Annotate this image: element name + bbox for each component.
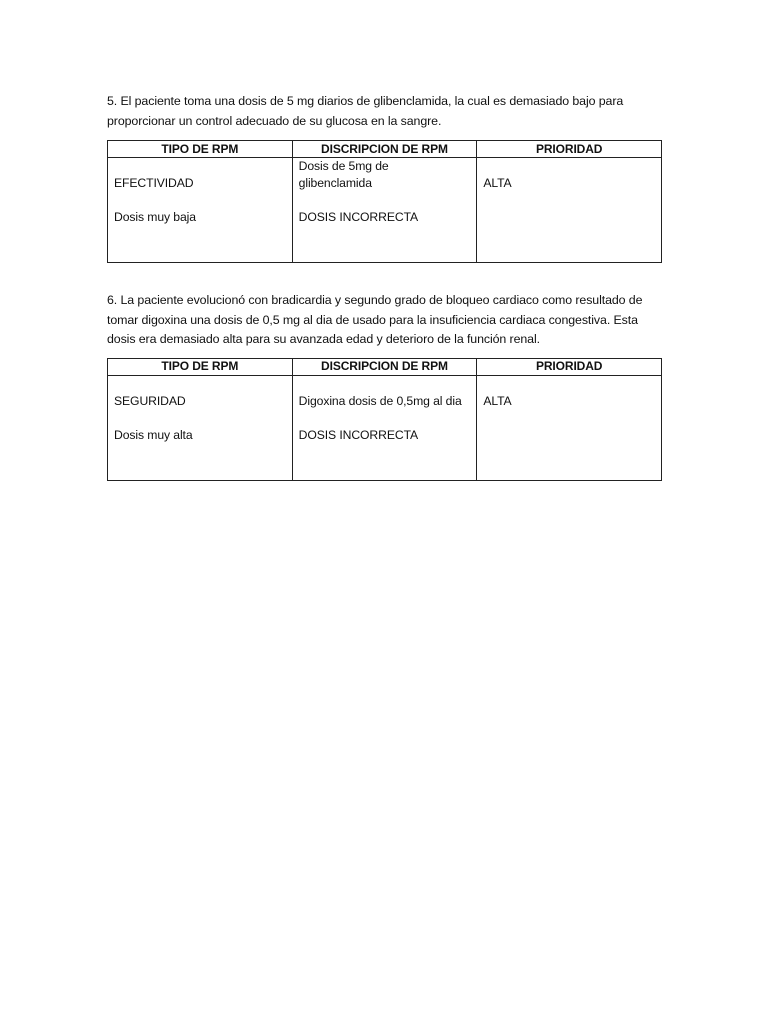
prioridad-value: ALTA [483,393,512,408]
cell-prioridad [477,158,662,263]
case-6-section [107,291,663,481]
tipo-detail: Dosis muy alta [114,427,193,442]
cell-tipo [108,375,293,480]
tipo-value: SEGURIDAD [114,393,186,408]
descripcion-detail: DOSIS INCORRECTA [298,210,419,224]
cell-descripcion [292,375,477,480]
descripcion-line-2: glibenclamida [298,176,372,190]
descripcion-line-1: Dosis de 5mg de [298,159,389,173]
case-5-rpm-table [107,140,662,263]
header-descripcion-rpm: DISCRIPCION DE RPM [292,141,477,158]
case-6-paragraph: 6. La paciente evolucionó con bradicardia y segundo grado de bloqueo cardiaco como resultado de tomar digoxina una dosis de 0,5 mg al dia de usado para la insuficiencia cardiaca congestiva. Esta dosis era demasiado alta para su avanzada edad y deterioro de la función renal. [107,293,643,346]
descripcion-line-1: Digoxina dosis de 0,5mg al dia [298,393,462,408]
case-6-rpm-table [107,358,662,481]
case-5-section [107,92,663,263]
prioridad-value: ALTA [483,176,512,190]
case-5-paragraph: 5. El paciente toma una dosis de 5 mg diarios de glibenclamida, la cual es demasiado bajo para proporcionar un control adecuado de su glucosa en la sangre. [107,94,624,128]
header-tipo-rpm: TIPO DE RPM [108,141,293,158]
cell-descripcion [292,158,477,263]
cell-prioridad [477,375,662,480]
header-prioridad: PRIORIDAD [477,141,662,158]
table-row [108,375,662,480]
descripcion-detail: DOSIS INCORRECTA [298,427,419,442]
cell-tipo [108,158,293,263]
table-row [108,158,662,263]
table-header-row [108,141,662,158]
tipo-value: EFECTIVIDAD [114,176,194,190]
header-descripcion-rpm: DISCRIPCION DE RPM [292,358,477,375]
header-prioridad: PRIORIDAD [477,358,662,375]
table-header-row [108,358,662,375]
tipo-detail: Dosis muy baja [114,210,196,224]
header-tipo-rpm: TIPO DE RPM [108,358,293,375]
